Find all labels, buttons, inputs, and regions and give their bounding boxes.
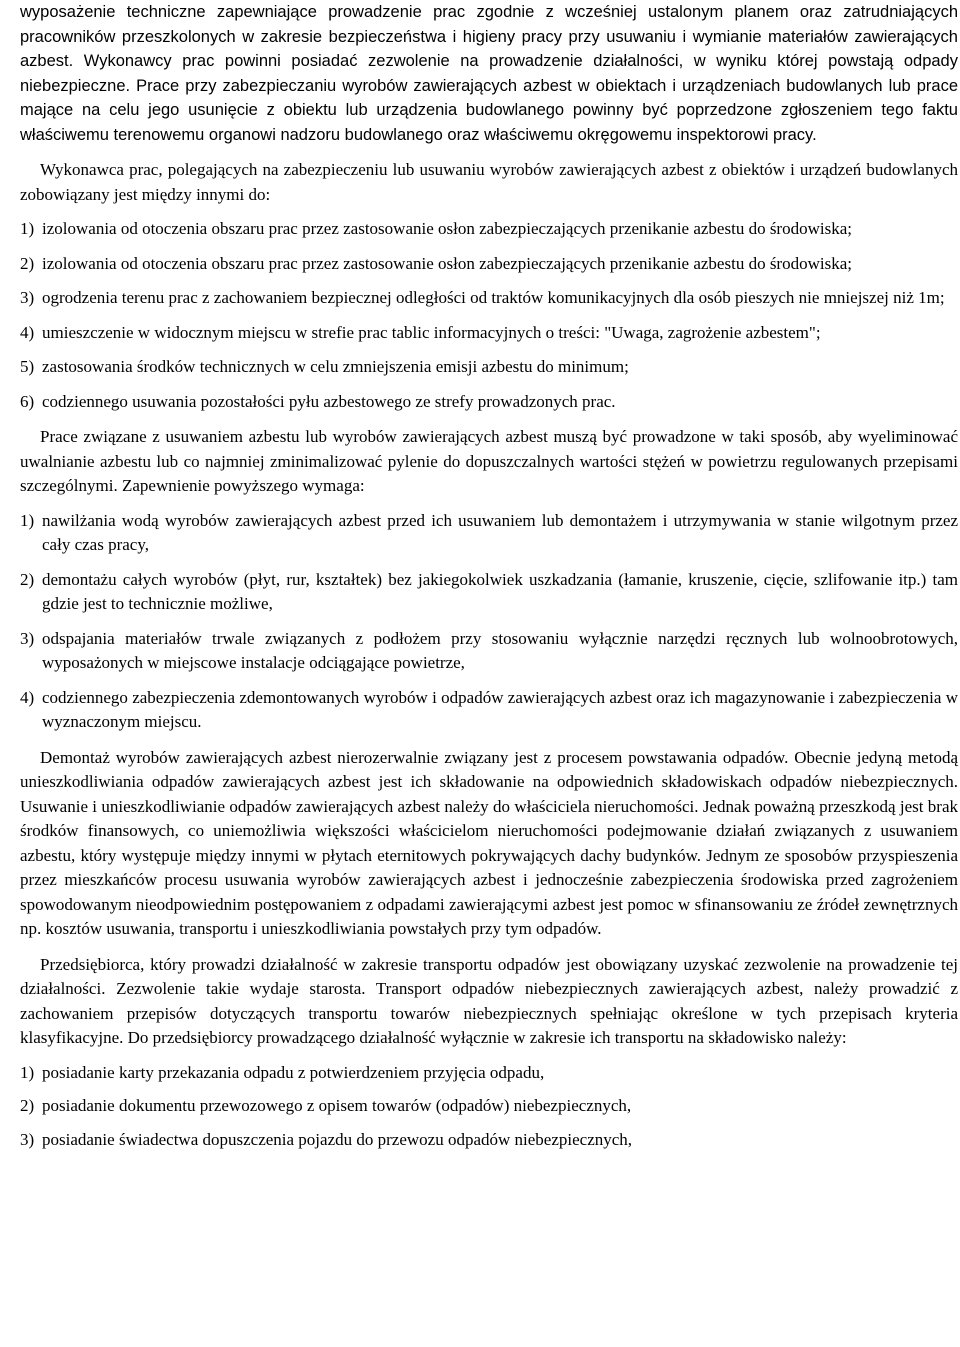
section3-paragraph: Demontaż wyrobów zawierających azbest nierozerwalnie związany jest z procesem powstawania odpadów. Obecnie jedyną metodą unieszkodliwiania odpadów zawierających azbest jest ich składowanie na odpowiednich składowiskach odpadów niebezpiecznych. Usuwanie i unieszkodliwianie odpadów zawierających azbest należy do właściciela nieruchomości. Jednak poważną przeszkodą jest brak środków finansowych, co uniemożliwia większości właścicielom nieruchomości podejmowanie działań związanych z usuwaniem azbestu, który występuje między innymi w płytach eternitowych pokrywających dachy budynków. Jednym ze sposobów przyspieszenia przez mieszkańców procesu usuwania wyrobów zawierających azbest i jednocześnie zabezpieczenia środowiska przed zagrożeniem spowodowanym nieodpowiednim postępowaniem z odpadami zawierającymi azbest jest pomoc w sfinansowaniu ze źródeł zewnętrznych np. kosztów usuwania, transportu i unieszkodliwiania powstałych przy tym odpadów. bbox=[20, 747, 958, 938]
list-item: 5) zastosowania środków technicznych w celu zmniejszenia emisji azbestu do minimum; bbox=[20, 357, 629, 376]
list-item: 2) izolowania od otoczenia obszaru prac przez zastosowanie osłon zabezpieczających przenikanie azbestu do środowiska; bbox=[20, 253, 852, 273]
list-item: 3) ogrodzenia terenu prac z zachowaniem bezpiecznej odległości od traktów komunikacyjnych dla osób pieszych nie mniejszej niż 1m; bbox=[20, 288, 945, 307]
section1-paragraph: Wykonawca prac, polegających na zabezpieczeniu lub usuwaniu wyrobów zawierających azbest z obiektów i urządzeń budowlanych zobowiązany jest między innymi do: bbox=[20, 160, 958, 204]
list-item: 3) posiadanie świadectwa dopuszczenia pojazdu do przewozu odpadów niebezpiecznych, bbox=[20, 1129, 633, 1149]
list-item: 1) izolowania od otoczenia obszaru prac przez zastosowanie osłon zabezpieczających przenikanie azbestu do środowiska; bbox=[20, 219, 852, 238]
list-item: 2) posiadanie dokumentu przewozowego z opisem towarów (odpadów) niebezpiecznych, bbox=[20, 1096, 632, 1115]
list-item: 2) demontażu całych wyrobów (płyt, rur, kształtek) bez jakiegokolwiek uszkadzania (łamanie, kruszenie, cięcie, szlifowanie itp.) tam gdzie jest to technicznie możliwe, bbox=[20, 569, 958, 613]
removal-requirements-list bbox=[20, 509, 958, 735]
list-item: 3) odspajania materiałów trwale związanych z podłożem przy stosowaniu wyłącznie narzędzi ręcznych lub wolnoobrotowych, wyposażonych w miejscowe instalacje odciągające powietrze, bbox=[20, 628, 958, 672]
section2-paragraph: Prace związane z usuwaniem azbestu lub wyrobów zawierających azbest muszą być prowadzone w taki sposób, aby wyeliminować uwalnianie azbestu lub co najmniej zminimalizować pylenie do dopuszczalnych wartości stężeń w powietrzu regulowanych przepisami szczególnymi. Zapewnienie powyższego wymaga: bbox=[20, 427, 958, 495]
intro-paragraph: wyposażenie techniczne zapewniające prowadzenie prac zgodnie z wcześniej ustalonym planem oraz zatrudniających pracowników przeszkolonych w zakresie bezpieczeństwa i higieny pracy przy usuwaniu i wymianie materiałów zawierających azbest. Wykonawcy prac powinni posiadać zezwolenie na prowadzenie działalności, w wyniku której powstają odpady niebezpieczne. Prace przy zabezpieczaniu wyrobów zawierających azbest w obiektach i urządzeniach budowlanych lub prace mające na celu jego usunięcie z obiektu lub urządzenia budowlanego powinny być poprzedzone zgłoszeniem tego faktu właściwemu terenowemu organowi nadzoru budowlanego oraz właściwemu okręgowemu inspektorowi pracy. bbox=[20, 3, 958, 144]
list-item: 4) umieszczenie w widocznym miejscu w strefie prac tablic informacyjnych o treści: "Uwaga, zagrożenie azbestem"; bbox=[20, 322, 821, 342]
list-item: 1) posiadanie karty przekazania odpadu z potwierdzeniem przyjęcia odpadu, bbox=[20, 1062, 545, 1082]
list-item: 1) nawilżania wodą wyrobów zawierających azbest przed ich usuwaniem lub demontażem i utrzymywania w stanie wilgotnym przez cały czas pracy, bbox=[20, 510, 958, 554]
transporter-duties-list bbox=[20, 1061, 958, 1153]
list-item: 4) codziennego zabezpieczenia zdemontowanych wyrobów i odpadów zawierających azbest oraz ich magazynowanie i zabezpieczenia w wyznaczonym miejscu. bbox=[20, 687, 958, 731]
document-page bbox=[20, 0, 958, 1161]
list-item: 6) codziennego usuwania pozostałości pyłu azbestowego ze strefy prowadzonych prac. bbox=[20, 391, 616, 411]
contractor-obligations-list bbox=[20, 217, 958, 414]
section4-paragraph: Przedsiębiorca, który prowadzi działalność w zakresie transportu odpadów jest obowiązany uzyskać zezwolenie na prowadzenie tej działalności. Zezwolenie takie wydaje starosta. Transport odpadów niebezpiecznych zawierających azbest, należy prowadzić z zachowaniem przepisów dotyczących transportu towarów niebezpiecznych spełniając określone w tych przepisach kryteria klasyfikacyjne. Do przedsiębiorcy prowadzącego działalność wyłącznie w zakresie ich transportu na składowisko należy: bbox=[20, 954, 958, 1047]
